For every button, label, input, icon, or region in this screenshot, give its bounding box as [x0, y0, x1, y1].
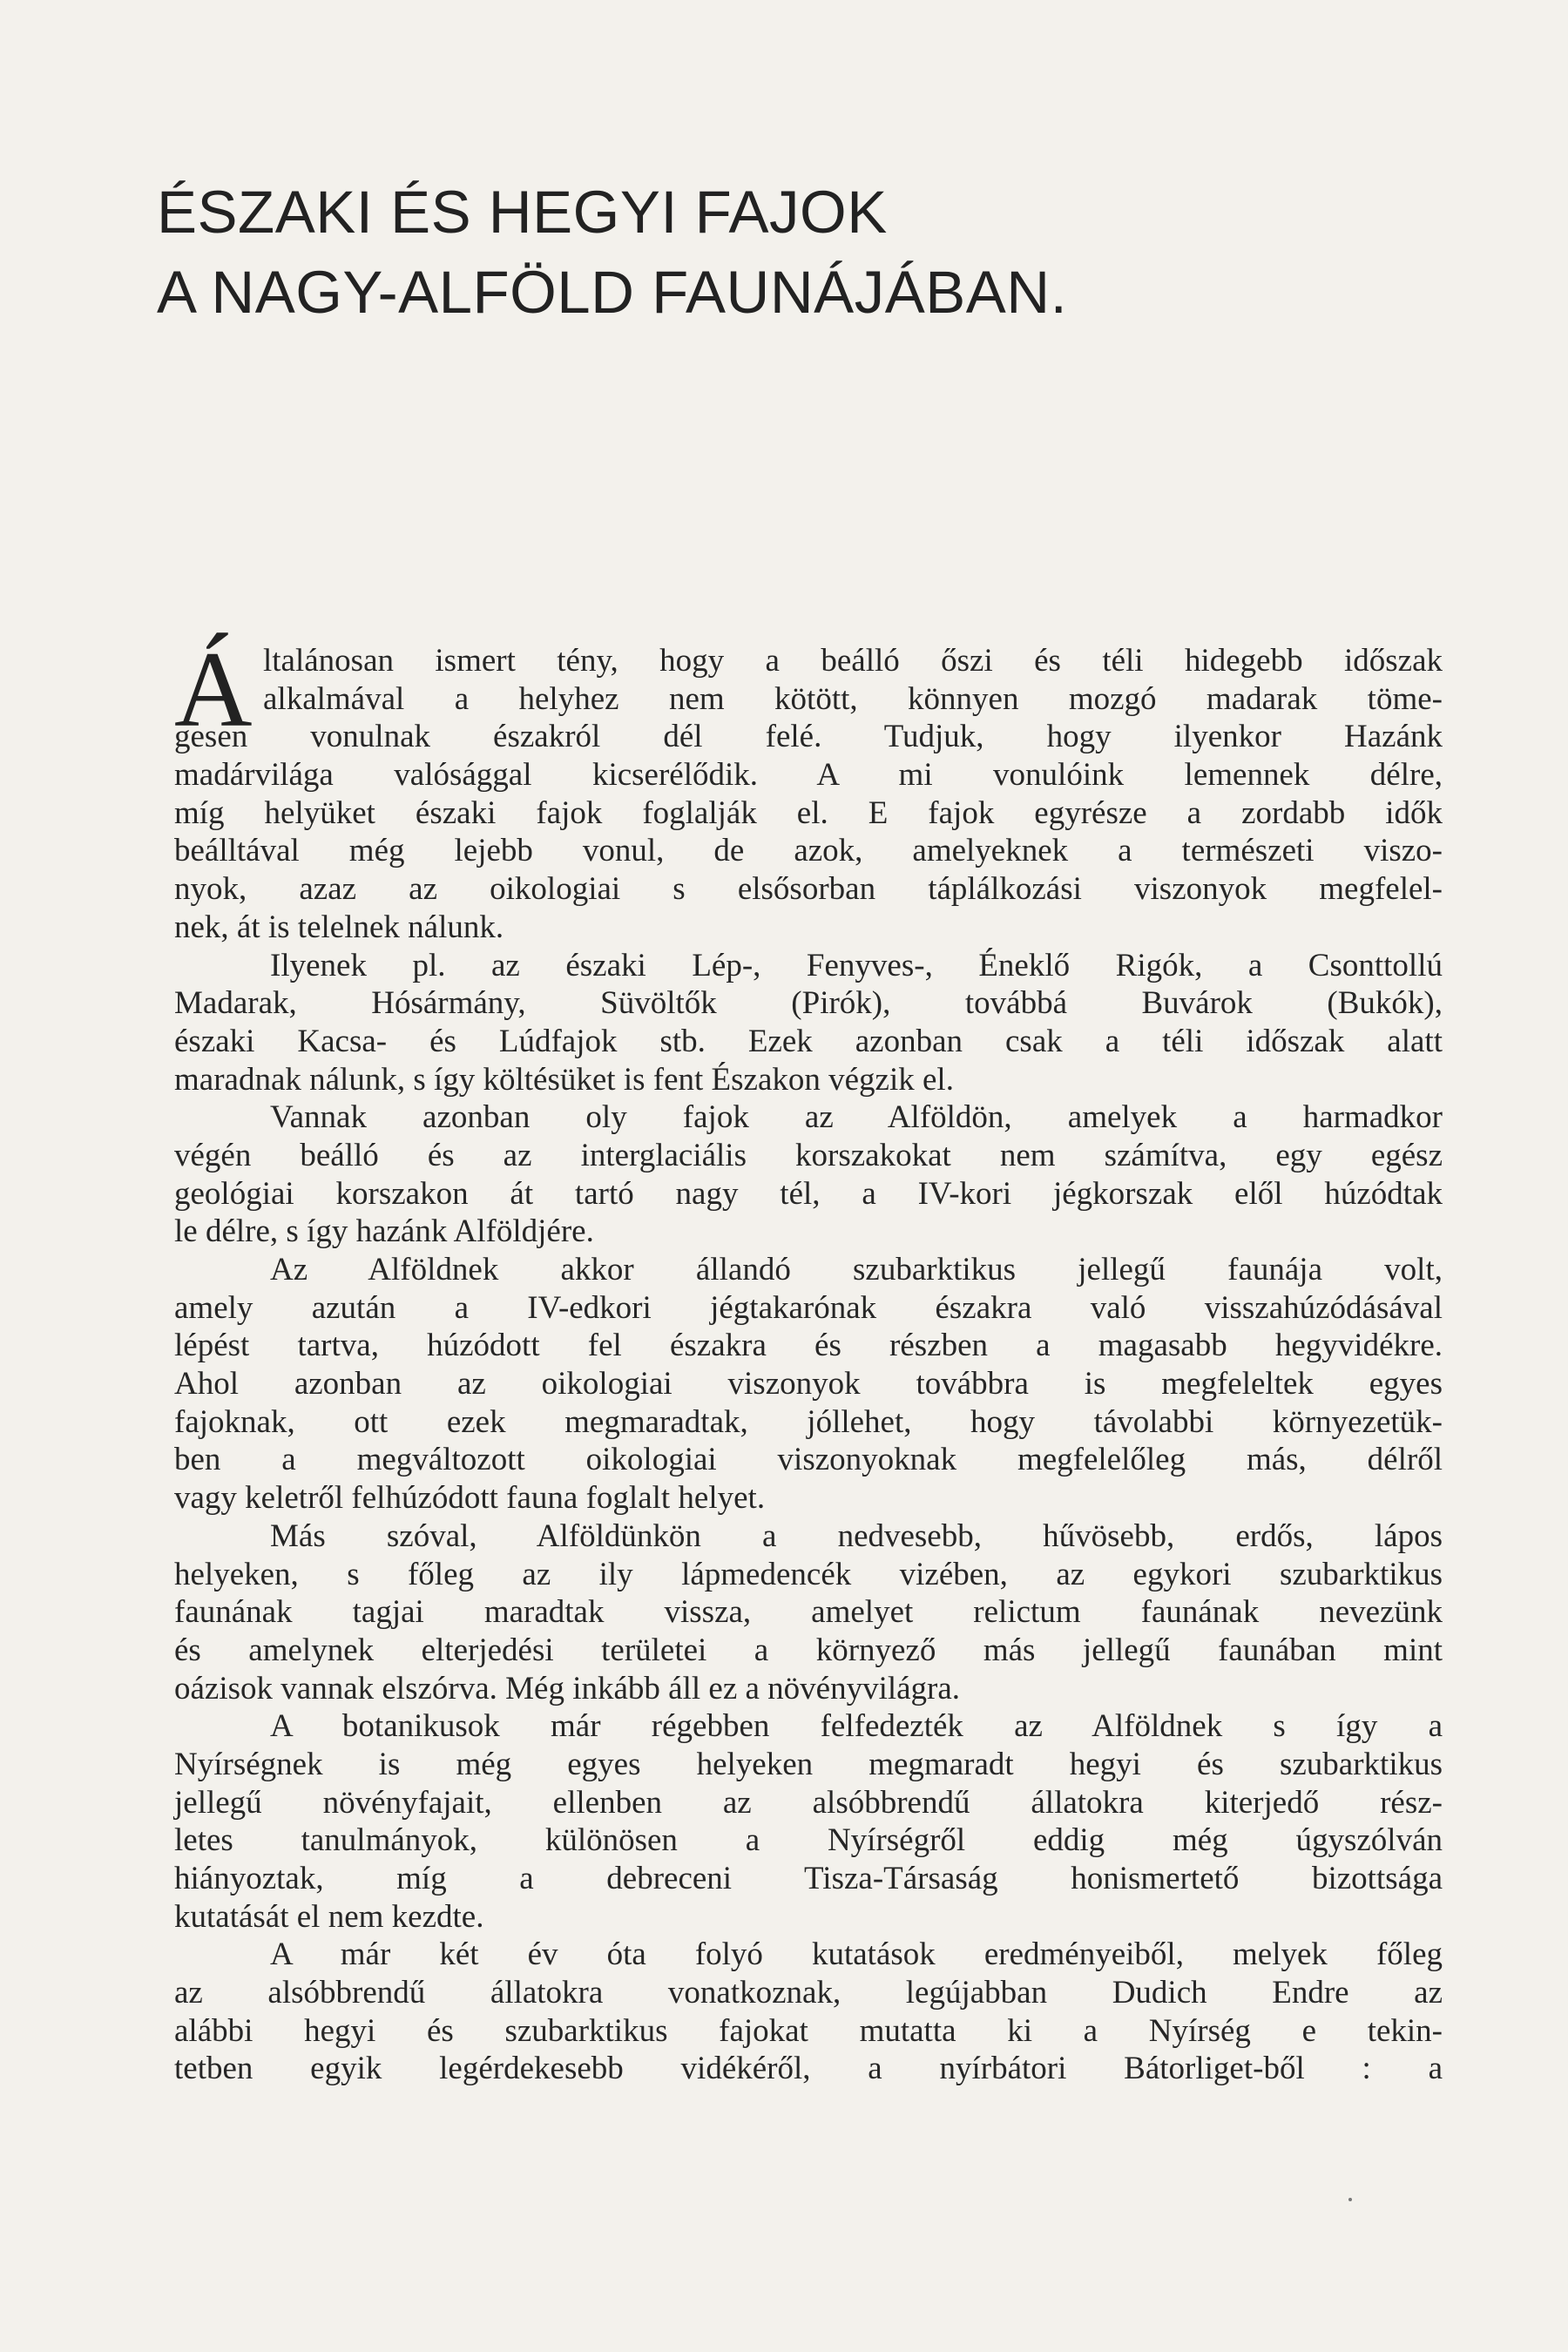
text-line: letes tanulmányok, különösen a Nyírségről eddig még úgyszólván: [174, 1822, 1443, 1859]
text-line: jellegű növényfajait, ellenben az alsóbbrendű állatokra kiterjedő rész-: [174, 1784, 1443, 1821]
text-line: nek, át is telelnek nálunk.: [174, 909, 504, 945]
text-line: le délre, s így hazánk Alföldjére.: [174, 1213, 594, 1250]
text-line: faunának tagjai maradtak vissza, amelyet relictum faunának nevezünk: [174, 1594, 1443, 1631]
article-title: [157, 172, 1376, 333]
text-line: Ahol azonban az oikologiai viszonyok továbbra is megfeleltek egyes: [174, 1366, 1443, 1402]
text-line: beálltával még lejebb vonul, de azok, amelyeknek a természeti viszo-: [174, 833, 1443, 869]
text-line: míg helyüket északi fajok foglalják el. E fajok egyrésze a zordabb idők: [174, 794, 1443, 831]
text-line: tetben egyik legérdekesebb vidékéről, a nyírbátori Bátorliget-ből : a: [174, 2051, 1443, 2087]
text-line: A már két év óta folyó kutatások eredményeiből, melyek főleg: [270, 1936, 1443, 1973]
text-line: végén beálló és az interglaciális korszakokat nem számítva, egy egész: [174, 1137, 1443, 1173]
text-line: északi Kacsa- és Lúdfajok stb. Ezek azonban csak a téli időszak alatt: [174, 1023, 1443, 1059]
speck-mark: [1346, 2195, 1355, 2204]
text-line: alkalmával a helyhez nem kötött, könnyen mozgó madarak tömе-: [263, 680, 1443, 717]
article-body: [174, 630, 1443, 2088]
text-line: maradnak nálunk, s így költésüket is fent Északon végzik el.: [174, 1061, 954, 1098]
text-line: geológiai korszakon át tartó nagy tél, a IV-kori jégkorszak elől húzódtak: [174, 1175, 1443, 1212]
text-line: és amelynek elterjedési területei a környező más jellegű faunában mint: [174, 1632, 1443, 1668]
text-line: vagy keletről felhúzódott fauna foglalt helyet.: [174, 1480, 766, 1517]
text-line: gesen vonulnak északról dél felé. Tudjuk, hogy ilyenkor Hazánk: [174, 719, 1443, 755]
text-line: Nyírségnek is még egyes helyeken megmaradt hegyi és szubarktikus: [174, 1746, 1443, 1782]
text-line: ben a megváltozott oikologiai viszonyoknak megfelelőleg más, délről: [174, 1442, 1443, 1478]
text-line: helyeken, s főleg az ily lápmedencék vizében, az egykori szubarktikus: [174, 1556, 1443, 1592]
text-line: Vannak azonban oly fajok az Alföldön, amelyek a harmadkor: [270, 1099, 1443, 1136]
drop-cap: Á: [174, 630, 253, 749]
text-line: alábbi hegyi és szubarktikus fajokat mutatta ki a Nyírség e tekin-: [174, 2012, 1443, 2049]
text-line: Az Alföldnek akkor állandó szubarktikus jellegű faunája volt,: [270, 1252, 1443, 1288]
text-line: madárvilága valósággal kicserélődik. A mi vonulóink lemennek délre,: [174, 757, 1443, 794]
text-line: Más szóval, Alföldünkön a nedvesebb, hűvösebb, erdős, lápos: [270, 1517, 1443, 1554]
text-line: lépést tartva, húzódott fel északra és részben a magasabb hegyvidékre.: [174, 1328, 1443, 1364]
text-line: kutatását el nem kezdte.: [174, 1898, 484, 1935]
text-line: oázisok vannak elszórva. Még inkább áll ez a növényvilágra.: [174, 1670, 961, 1707]
text-line: A botanikusok már régebben felfedezték az Alföldnek s így a: [270, 1708, 1443, 1745]
title-line-1: ÉSZAKI ÉS HEGYI FAJOK: [157, 179, 888, 246]
text-line: nyok, azaz az oikologiai s elsősorban táplálkozási viszonyok megfelel-: [174, 871, 1443, 908]
text-line: fajoknak, ott ezek megmaradtak, jóllehet, hogy távolabbi környezetük-: [174, 1403, 1443, 1440]
text-line: az alsóbbrendű állatokra vonatkoznak, legújabban Dudich Endre az: [174, 1975, 1443, 2011]
text-line: hiányoztak, míg a debreceni Tisza-Társaság honismertető bizottsága: [174, 1861, 1443, 1896]
text-line: amely azután a IV-edkori jégtakarónak északra való visszahúzódásával: [174, 1289, 1443, 1326]
text-line: Ilyenek pl. az északi Lép-, Fenyves-, Éneklő Rigók, a Csonttollú: [270, 947, 1443, 983]
text-line: Madarak, Hósármány, Süvöltők (Pirók), továbbá Buvárok (Bukók),: [174, 985, 1443, 1022]
title-line-2: A NAGY-ALFÖLD FAUNÁJÁBAN.: [157, 259, 1068, 326]
text-line: ltalánosan ismert tény, hogy a beálló őszi és téli hidegebb időszak: [263, 643, 1443, 679]
